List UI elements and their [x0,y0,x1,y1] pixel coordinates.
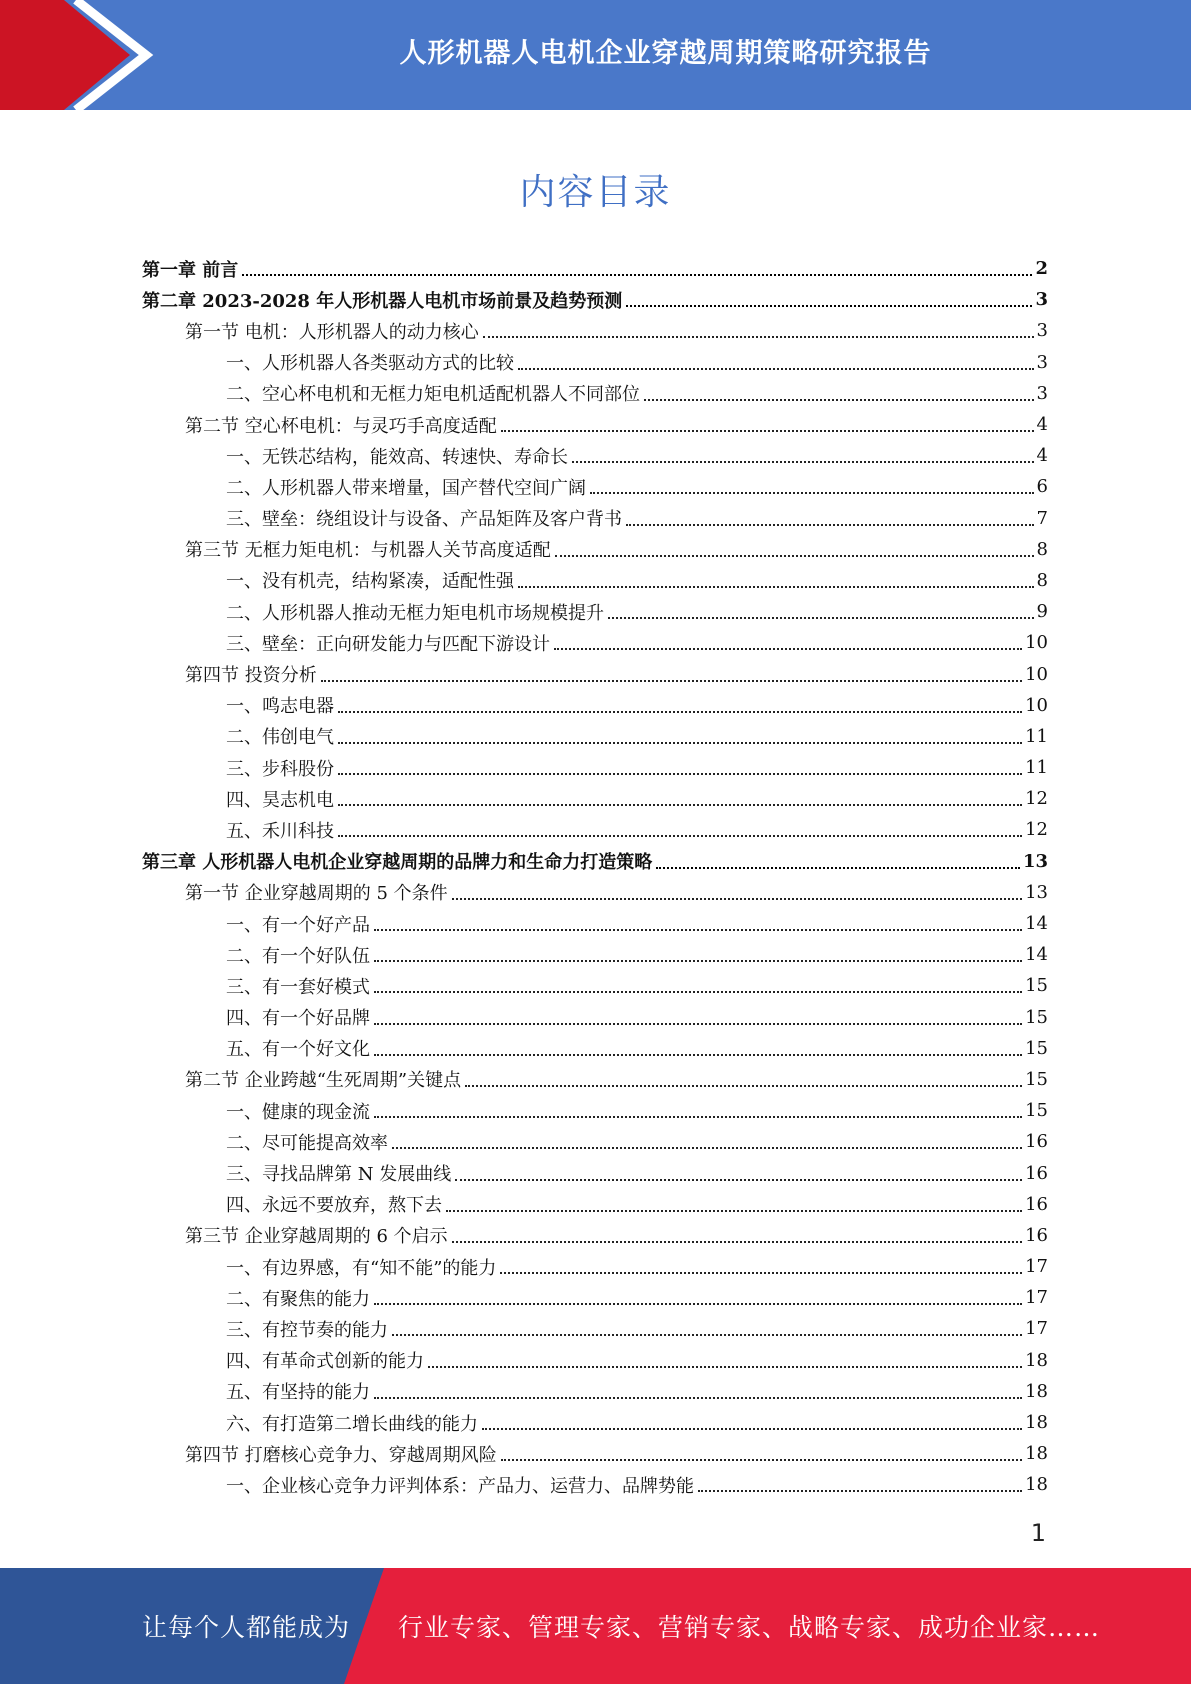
toc-entry[interactable] [142,284,1048,315]
toc-entry-page: 8 [1036,569,1048,591]
footer-slogan-right: 行业专家、管理专家、营销专家、战略专家、成功企业家…… [398,1613,1101,1642]
toc-dot-leader [452,897,1022,900]
toc-entry[interactable] [142,503,1048,534]
toc-entry-page: 16 [1025,1162,1048,1184]
toc-entry-label: 三、壁垒：正向研发能力与匹配下游设计 [226,633,550,655]
toc-entry-label: 一、无铁芯结构，能效高、转速快、寿命长 [226,446,568,468]
toc-entry-page: 16 [1025,1224,1048,1246]
toc-entry-label: 二、人形机器人推动无框力矩电机市场规模提升 [226,602,604,624]
toc-entry[interactable] [142,1157,1048,1188]
toc-entry-label: 第二节 企业跨越“生死周期”关键点 [185,1070,462,1092]
toc-entry[interactable] [142,783,1048,814]
toc-dot-leader [590,491,1034,494]
toc-entry-label: 一、没有机壳，结构紧凑，适配性强 [226,571,514,593]
toc-dot-leader [242,273,1032,276]
toc-entry-label: 一、鸣志电器 [226,696,334,718]
toc-entry-label: 二、有一个好队伍 [226,945,370,967]
toc-entry-label: 四、昊志机电 [226,789,334,811]
toc-entry-page: 15 [1025,1068,1048,1090]
toc-entry-label: 二、空心杯电机和无框力矩电机适配机器人不同部位 [226,384,640,406]
toc-entry[interactable] [142,1002,1048,1033]
toc-entry[interactable] [142,253,1048,284]
toc-entry-label: 二、有聚焦的能力 [226,1288,370,1310]
toc-entry[interactable] [142,1251,1048,1282]
toc-entry-page: 15 [1025,1037,1048,1059]
toc-entry-page: 15 [1025,1006,1048,1028]
toc-dot-leader [501,1458,1022,1461]
toc-dot-leader [374,990,1022,993]
toc-entry[interactable] [142,658,1048,689]
toc-dot-leader [428,1365,1022,1368]
toc-dot-leader [374,928,1022,931]
toc-dot-leader [483,335,1034,338]
toc-dot-leader [374,1053,1022,1056]
header-banner [0,0,1191,110]
toc-entry-label: 第四节 打磨核心竞争力、穿越周期风险 [185,1444,497,1466]
toc-entry-label: 四、有一个好品牌 [226,1008,370,1030]
toc-entry[interactable] [142,471,1048,502]
toc-dot-leader [374,1396,1022,1399]
toc-entry-page: 11 [1025,757,1048,779]
toc-entry-label: 三、壁垒：绕组设计与设备、产品矩阵及客户背书 [226,509,622,531]
toc-dot-leader [374,1022,1022,1025]
toc-dot-leader [608,616,1034,619]
toc-entry-label: 三、步科股份 [226,758,334,780]
toc-entry[interactable] [142,1407,1048,1438]
toc-entry[interactable] [142,596,1048,627]
toc-entry-label: 第四节 投资分析 [185,665,317,687]
toc-entry-page: 13 [1022,850,1048,872]
toc-entry-page: 3 [1035,289,1048,311]
toc-dot-leader [518,585,1034,588]
toc-entry[interactable] [142,1064,1048,1095]
toc-entry-page: 7 [1036,507,1048,529]
toc-entry[interactable] [142,1033,1048,1064]
toc-entry-label: 三、有控节奏的能力 [226,1319,388,1341]
toc-entry[interactable] [142,440,1048,471]
toc-entry-page: 13 [1025,881,1048,903]
toc-dot-leader [374,1115,1022,1118]
toc-entry[interactable] [142,1313,1048,1344]
toc-entry-label: 第三节 企业穿越周期的 6 个启示 [185,1226,448,1248]
toc-dot-leader [374,1302,1022,1305]
report-title: 人形机器人电机企业穿越周期策略研究报告 [399,37,932,69]
toc-entry-page: 3 [1036,320,1048,342]
toc-entry-label: 二、伟创电气 [226,727,334,749]
toc-entry-page: 17 [1025,1318,1048,1340]
toc-entry-label: 四、永远不要放弃，熬下去 [226,1195,442,1217]
toc-entry-page: 14 [1025,944,1048,966]
toc-dot-leader [656,866,1020,869]
toc-entry-label: 第一章 前言 [142,259,239,281]
toc-entry-label: 二、人形机器人带来增量，国产替代空间广阔 [226,477,586,499]
toc-entry-page: 15 [1025,975,1048,997]
toc-entry[interactable] [142,908,1048,939]
toc-entry[interactable] [142,939,1048,970]
toc-entry[interactable] [142,877,1048,908]
toc-entry-label: 二、尽可能提高效率 [226,1132,388,1154]
toc-entry-page: 3 [1036,351,1048,373]
toc-entry-label: 第一节 电机：人形机器人的动力核心 [185,321,479,343]
toc-entry-page: 8 [1036,538,1048,560]
toc-dot-leader [644,398,1034,401]
page-number: 1 [1030,1519,1046,1547]
toc-entry[interactable] [142,627,1048,658]
toc-entry-label: 第三节 无框力矩电机：与机器人关节高度适配 [185,540,551,562]
toc-dot-leader [626,523,1034,526]
toc-entry-page: 18 [1025,1349,1048,1371]
toc-entry[interactable] [142,814,1048,845]
toc-entry[interactable] [142,1438,1048,1469]
footer-slogan-left: 让每个人都能成为 [142,1613,351,1642]
toc-dot-leader [452,1240,1022,1243]
toc-entry[interactable] [142,752,1048,783]
toc-entry[interactable] [142,721,1048,752]
toc-entry[interactable] [142,315,1048,346]
toc-dot-leader [338,772,1022,775]
toc-entry-label: 第一节 企业穿越周期的 5 个条件 [185,883,448,905]
toc-dot-leader [572,460,1034,463]
toc-entry-label: 三、寻找品牌第 N 发展曲线 [226,1164,452,1186]
toc-entry-page: 18 [1025,1412,1048,1434]
toc-entry[interactable] [142,409,1048,440]
toc-entry[interactable] [142,846,1048,877]
toc-entry-label: 第二节 空心杯电机：与灵巧手高度适配 [185,415,497,437]
toc-entry-label: 五、有一个好文化 [226,1039,370,1061]
toc-entry-label: 第三章 人形机器人电机企业穿越周期的品牌力和生命力打造策略 [142,852,653,874]
toc-dot-leader [626,304,1032,307]
toc-entry[interactable] [142,1282,1048,1313]
toc-dot-leader [518,367,1034,370]
toc-entry-page: 10 [1025,663,1048,685]
footer-banner [0,1568,1191,1684]
toc-entry[interactable] [142,1376,1048,1407]
toc-entry-page: 17 [1025,1256,1048,1278]
toc-entry-page: 12 [1025,819,1048,841]
toc-dot-leader [501,429,1034,432]
toc-heading: 内容目录 [519,172,672,213]
red-chevron-icon [0,0,160,110]
toc-entry-page: 16 [1025,1193,1048,1215]
toc-entry-page: 4 [1036,445,1048,467]
toc-dot-leader [392,1146,1022,1149]
toc-entry-label: 一、有边界感，有“知不能”的能力 [226,1257,497,1279]
toc-dot-leader [446,1209,1022,1212]
toc-dot-leader [698,1489,1022,1492]
toc-dot-leader [321,679,1022,682]
toc-entry[interactable] [142,970,1048,1001]
toc-entry[interactable] [142,534,1048,565]
toc-entry-label: 第二章 2023-2028 年人形机器人电机市场前景及趋势预测 [142,290,623,312]
toc-entry[interactable] [142,1345,1048,1376]
toc-entry-page: 14 [1025,913,1048,935]
toc-entry-page: 3 [1036,382,1048,404]
toc-dot-leader [555,554,1034,557]
table-of-contents [142,253,1048,1501]
toc-entry[interactable] [142,378,1048,409]
toc-entry[interactable] [142,1095,1048,1126]
toc-entry-page: 10 [1025,632,1048,654]
toc-entry-page: 2 [1035,258,1048,280]
toc-entry-page: 12 [1025,788,1048,810]
toc-entry-page: 4 [1036,414,1048,436]
toc-entry-page: 10 [1025,694,1048,716]
toc-entry-page: 17 [1025,1287,1048,1309]
toc-entry-label: 五、有坚持的能力 [226,1382,370,1404]
toc-dot-leader [338,834,1022,837]
toc-entry-page: 11 [1025,725,1048,747]
toc-entry-page: 18 [1025,1443,1048,1465]
toc-entry[interactable] [142,1469,1048,1500]
toc-entry-label: 四、有革命式创新的能力 [226,1351,424,1373]
toc-dot-leader [554,647,1022,650]
toc-entry[interactable] [142,1220,1048,1251]
toc-entry-page: 6 [1036,476,1048,498]
toc-entry[interactable] [142,1189,1048,1220]
toc-entry-label: 一、健康的现金流 [226,1101,370,1123]
toc-entry-label: 一、有一个好产品 [226,914,370,936]
toc-dot-leader [338,803,1022,806]
toc-dot-leader [455,1178,1022,1181]
toc-entry[interactable] [142,347,1048,378]
toc-entry[interactable] [142,565,1048,596]
toc-entry-label: 三、有一套好模式 [226,976,370,998]
toc-entry-page: 18 [1025,1474,1048,1496]
toc-dot-leader [338,710,1022,713]
toc-dot-leader [482,1427,1022,1430]
toc-entry-label: 六、有打造第二增长曲线的能力 [226,1413,478,1435]
toc-entry-page: 16 [1025,1131,1048,1153]
toc-dot-leader [374,959,1022,962]
toc-entry[interactable] [142,690,1048,721]
toc-entry-page: 9 [1036,601,1048,623]
toc-entry[interactable] [142,1126,1048,1157]
toc-dot-leader [392,1333,1022,1336]
toc-entry-page: 15 [1025,1100,1048,1122]
toc-entry-label: 一、人形机器人各类驱动方式的比较 [226,353,514,375]
toc-dot-leader [465,1084,1022,1087]
toc-entry-label: 五、禾川科技 [226,820,334,842]
toc-dot-leader [338,741,1022,744]
toc-dot-leader [500,1271,1022,1274]
toc-entry-label: 一、企业核心竞争力评判体系：产品力、运营力、品牌势能 [226,1475,694,1497]
toc-entry-page: 18 [1025,1380,1048,1402]
